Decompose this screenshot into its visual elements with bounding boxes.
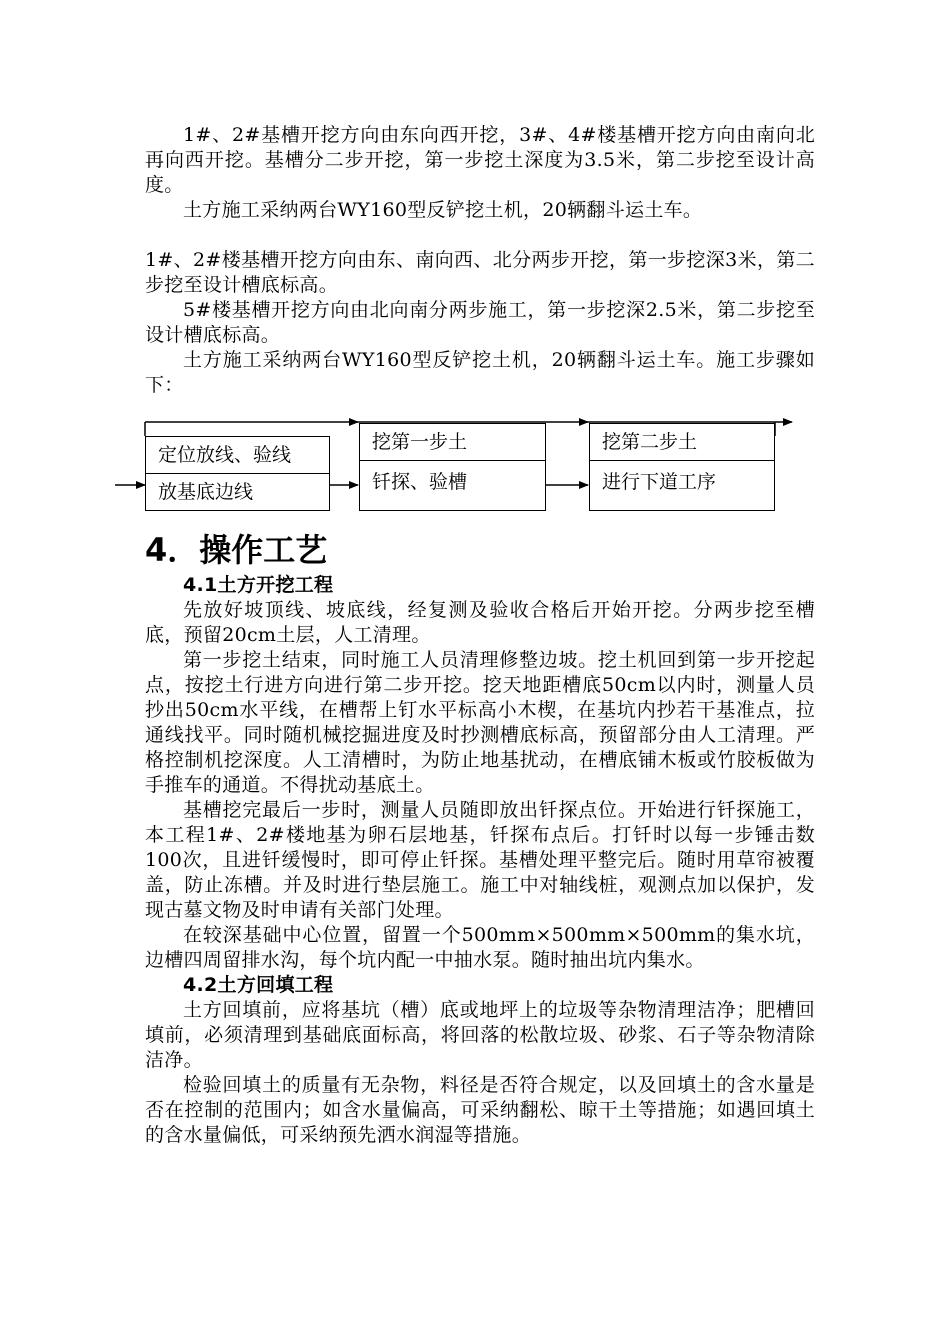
s41-paragraph-3: 基槽挖完最后一步时，测量人员随即放出钎探点位。开始进行钎探施工，本工程1#、2#楼地基为卵石层地基，钎探布点后。打钎时以每一步锤击数100次，且进钎缓慢时，即可停止钎探。基槽处理平整完后。随时用草帘被覆盖，防止冻槽。并及时进行垫层施工。施工中对轴线桩，观测点加以保护，发现古墓文物及时申请有关部门处理。	[145, 799, 815, 921]
section-4-body	[145, 573, 815, 1148]
flow-box-1-bottom: 放基底边线	[158, 481, 254, 503]
intro-paragraph-3: 1#、2#楼基槽开挖方向由东、南向西、北分两步开挖，第一步挖深3米，第二步挖至设计槽底标高。	[145, 249, 815, 296]
intro-text	[145, 123, 815, 398]
s41-paragraph-4: 在较深基础中心位置，留置一个500mm×500mm×500mm的集水坑，边槽四周留排水沟，每个坑内配一中抽水泵。随时抽出坑内集水。	[145, 924, 815, 971]
subsection-title-4-2: 4.2土方回填工程	[183, 974, 334, 996]
flow-box-3-top: 挖第二步土	[590, 424, 774, 461]
intro-paragraph-2: 土方施工采纳两台WY160型反铲挖土机，20辆翻斗运土车。	[183, 199, 703, 221]
flow-box-1-top: 定位放线、验线	[146, 437, 329, 474]
section-title-4: 4．操作工艺	[145, 531, 328, 569]
flow-box-3-bottom: 进行下道工序	[602, 471, 717, 493]
flow-box-1	[145, 436, 330, 511]
subsection-title-4-1: 4.1土方开挖工程	[183, 574, 334, 596]
intro-paragraph-5: 土方施工采纳两台WY160型反铲挖土机，20辆翻斗运土车。施工步骤如下：	[145, 349, 815, 396]
intro-paragraph-4: 5#楼基槽开挖方向由北向南分两步施工，第一步挖深2.5米，第二步挖至设计槽底标高。	[145, 299, 815, 346]
flow-box-2-top: 挖第一步土	[360, 424, 545, 461]
s42-paragraph-2: 检验回填土的质量有无杂物，料径是否符合规定，以及回填土的含水量是否在控制的范围内；如含水量偏高，可采纳翻松、晾干土等措施；如遇回填土的含水量偏低，可采纳预先洒水润湿等措施。	[145, 1074, 815, 1146]
s42-paragraph-1: 土方回填前，应将基坑（槽）底或地坪上的垃圾等杂物清理洁净；肥槽回填前，必须清理到基础底面标高，将回落的松散垃圾、砂浆、石子等杂物清除洁净。	[145, 999, 815, 1071]
intro-paragraph-1: 1#、2#基槽开挖方向由东向西开挖，3#、4#楼基槽开挖方向由南向北再向西开挖。基槽分二步开挖，第一步挖土深度为3.5米，第二步挖至设计高度。	[145, 124, 815, 196]
s41-paragraph-2: 第一步挖土结束，同时施工人员清理修整边坡。挖土机回到第一步开挖起点，按挖土行进方向进行第二步开挖。挖天地距槽底50cm以内时，测量人员抄出50cm水平线，在槽帮上钉水平标高小木楔，在基坑内抄若干基准点，拉通线找平。同时随机械挖掘进度及时抄测槽底标高，预留部分由人工清理。严格控制机挖深度。人工清槽时，为防止地基扰动，在槽底铺木板或竹胶板做为手推车的通道。不得扰动基底土。	[145, 649, 815, 796]
flow-box-2	[359, 423, 546, 511]
flow-box-3	[589, 423, 775, 511]
s41-paragraph-1: 先放好坡顶线、坡底线，经复测及验收合格后开始开挖。分两步挖至槽底，预留20cm土层，人工清理。	[145, 599, 815, 646]
flow-box-2-bottom: 钎探、验槽	[372, 471, 468, 493]
